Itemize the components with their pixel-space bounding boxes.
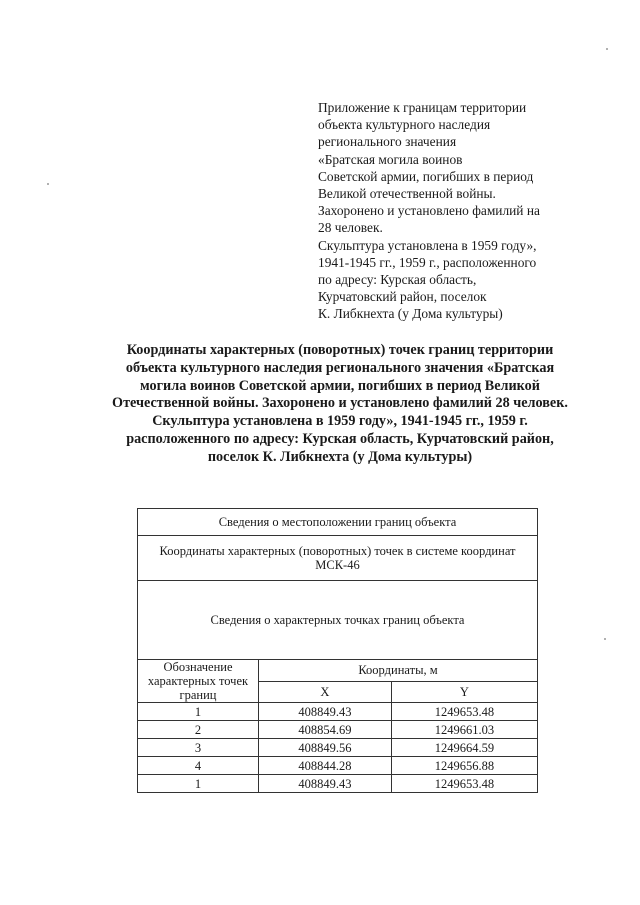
point-x: 408844.28 <box>259 757 392 775</box>
scan-speck <box>606 48 608 50</box>
appendix-line: Приложение к границам территории <box>318 100 527 115</box>
point-x: 408849.56 <box>259 739 392 757</box>
table-row <box>138 757 538 775</box>
point-designation: 1 <box>138 703 259 721</box>
point-designation: 2 <box>138 721 259 739</box>
appendix-note <box>318 99 608 323</box>
point-y: 1249664.59 <box>391 739 537 757</box>
point-designation: 3 <box>138 739 259 757</box>
document-heading <box>70 342 610 467</box>
coordinates-table <box>137 508 538 793</box>
point-designation: 4 <box>138 757 259 775</box>
table-header-row <box>138 660 538 682</box>
coordinate-system-label: Координаты характерных (поворотных) точек в системе координат МСК-46 <box>138 536 538 581</box>
column-header-x: X <box>259 681 392 703</box>
appendix-line: К. Либкнехта (у Дома культуры) <box>318 306 503 322</box>
point-x: 408854.69 <box>259 721 392 739</box>
heading-line: Отечественной войны. Захоронено и установлено фамилий 28 человек. <box>112 395 568 412</box>
point-y: 1249653.48 <box>391 703 537 721</box>
table-system-row <box>138 536 538 581</box>
appendix-line: 1941-1945 гг., 1959 г., расположенного <box>318 254 537 270</box>
appendix-line: Захоронено и установлено фамилий на <box>318 203 540 219</box>
appendix-line: Курчатовский район, поселок <box>318 289 487 305</box>
point-x: 408849.43 <box>259 775 392 793</box>
point-y: 1249661.03 <box>391 721 537 739</box>
table-title-row <box>138 509 538 536</box>
column-header-y: Y <box>391 681 537 703</box>
heading-line: поселок К. Либкнехта (у Дома культуры) <box>207 448 473 465</box>
appendix-line: регионального значения <box>318 134 457 150</box>
table-row <box>138 739 538 757</box>
table-row <box>138 721 538 739</box>
appendix-line: Великой отечественной войны. <box>318 186 496 202</box>
appendix-line: Скульптура установлена в 1959 году», <box>318 237 537 253</box>
heading-line: могила воинов Советской армии, погибших в период Великой <box>140 377 540 394</box>
appendix-line: по адресу: Курская область, <box>318 272 477 288</box>
points-info-label: Сведения о характерных точках границ объекта <box>138 581 538 660</box>
point-designation: 1 <box>138 775 259 793</box>
table-row <box>138 775 538 793</box>
appendix-line: 28 человек. <box>318 220 383 236</box>
appendix-line: «Братская могила воинов <box>318 151 463 167</box>
table-points-info-row <box>138 581 538 660</box>
scan-speck <box>47 183 49 185</box>
heading-line: Скульптура установлена в 1959 году», 1941-1945 гг., 1959 г. <box>152 413 528 430</box>
point-x: 408849.43 <box>259 703 392 721</box>
appendix-line: Советской армии, погибших в период <box>318 168 534 184</box>
point-y: 1249653.48 <box>391 775 537 793</box>
appendix-line: объекта культурного наследия <box>318 117 491 133</box>
scan-speck <box>604 638 606 640</box>
heading-line: расположенного по адресу: Курская область, Курчатовский район, <box>126 430 554 447</box>
heading-line: объекта культурного наследия регионального значения «Братская <box>125 359 555 376</box>
column-header-designation: Обозначение характерных точек границ <box>138 660 259 703</box>
point-y: 1249656.88 <box>391 757 537 775</box>
table-row <box>138 703 538 721</box>
column-header-coordinates: Координаты, м <box>259 660 538 682</box>
table-title: Сведения о местоположении границ объекта <box>138 509 538 536</box>
heading-line: Координаты характерных (поворотных) точек границ территории <box>126 342 554 358</box>
